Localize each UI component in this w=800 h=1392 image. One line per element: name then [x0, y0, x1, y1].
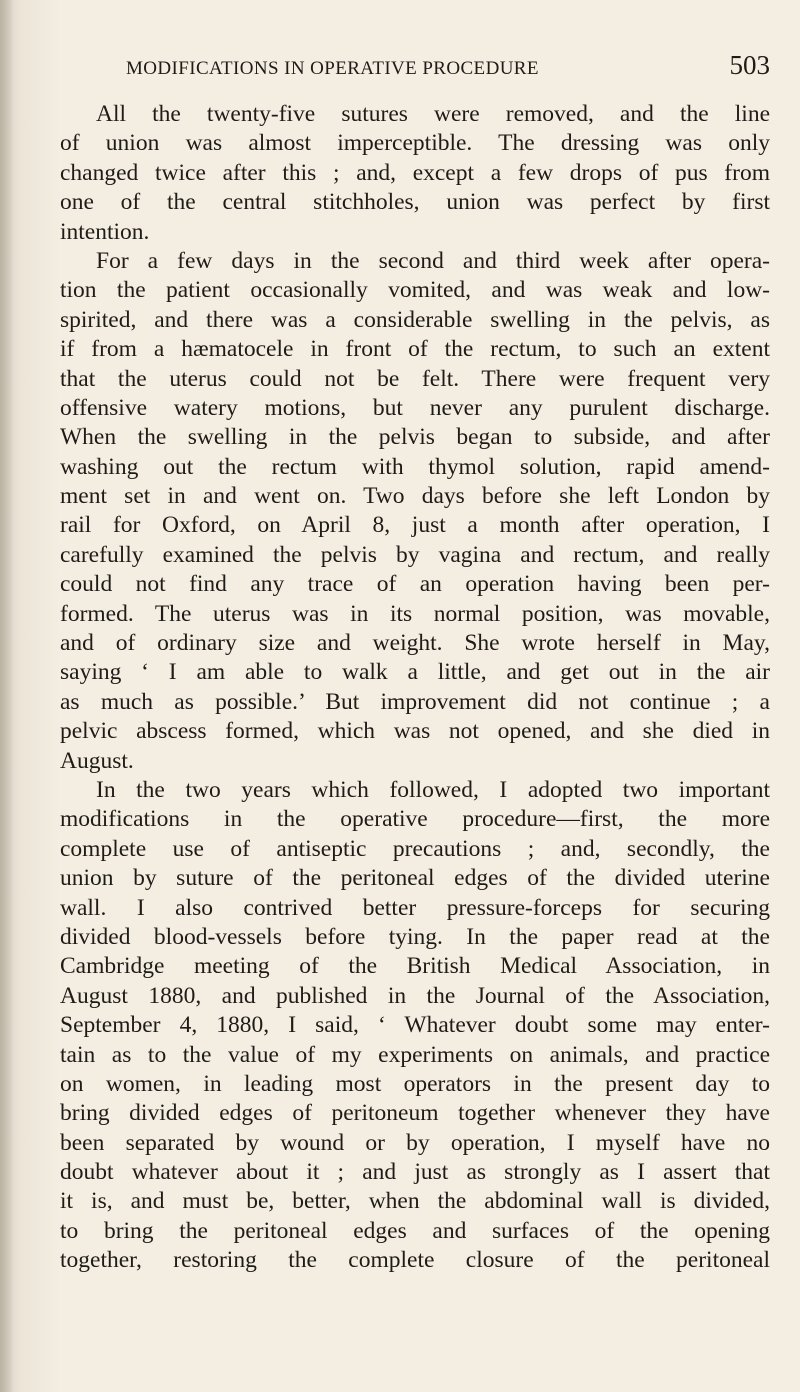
text-line: Cambridge meeting of the British Medical Association, in [60, 953, 770, 980]
page-number: 503 [729, 50, 770, 80]
text-line: on women, in leading most operators in the present day to [60, 1070, 770, 1097]
running-head [60, 48, 770, 88]
text-line: spirited, and there was a considerable swelling in the pelvis, as [60, 306, 770, 333]
text-line: washing out the rectum with thymol solution, rapid amend- [60, 453, 770, 480]
text-line: In the two years which followed, I adopted two important [96, 776, 770, 803]
text-line: August 1880, and published in the Journal of the Association, [60, 982, 770, 1009]
body-text [60, 100, 770, 1276]
text-line: tain as to the value of my experiments on animals, and practice [60, 1041, 770, 1068]
text-line: that the uterus could not be felt. There were frequent very [60, 365, 770, 392]
text-line: rail for Oxford, on April 8, just a month after operation, I [60, 512, 770, 539]
text-line: as much as possible.’ But improvement did not continue ; a [60, 688, 770, 715]
text-line: tion the patient occasionally vomited, and was weak and low- [60, 277, 770, 304]
text-line: September 4, 1880, I said, ‘ Whatever doubt some may enter- [60, 1012, 770, 1039]
text-line: formed. The uterus was in its normal position, was movable, [60, 600, 770, 627]
text-line: could not find any trace of an operation having been per- [60, 571, 770, 598]
text-line: ment set in and went on. Two days before she left London by [60, 483, 770, 510]
text-line: of union was almost imperceptible. The dressing was only [60, 130, 770, 157]
text-line: it is, and must be, better, when the abdominal wall is divided, [60, 1188, 770, 1215]
text-line: changed twice after this ; and, except a few drops of pus from [60, 159, 770, 186]
text-line: When the swelling in the pelvis began to subside, and after [60, 424, 770, 451]
text-line: union by suture of the peritoneal edges of the divided uterine [60, 865, 770, 892]
text-line: saying ‘ I am able to walk a little, and get out in the air [60, 659, 770, 686]
text-line: August. [60, 747, 134, 774]
text-line: modifications in the operative procedure—first, the more [60, 806, 770, 833]
text-line: carefully examined the pelvis by vagina and rectum, and really [60, 541, 770, 568]
text-line: wall. I also contrived better pressure-forceps for securing [60, 894, 770, 921]
running-head-title: MODIFICATIONS IN OPERATIVE PROCEDURE [126, 58, 539, 79]
text-line: doubt whatever about it ; and just as strongly as I assert that [60, 1159, 770, 1186]
text-line: All the twenty-five sutures were removed, and the line [96, 101, 770, 127]
text-line: For a few days in the second and third week after opera- [96, 247, 770, 274]
text-line: intention. [60, 218, 150, 245]
gutter-shadow [0, 0, 14, 1392]
text-line: complete use of antiseptic precautions ; and, secondly, the [60, 835, 770, 862]
text-line: if from a hæmatocele in front of the rectum, to such an extent [60, 336, 770, 363]
text-line: been separated by wound or by operation, I myself have no [60, 1129, 770, 1156]
text-line: one of the central stitchholes, union was perfect by first [60, 189, 770, 216]
text-line: pelvic abscess formed, which was not opened, and she died in [60, 718, 770, 745]
text-line: together, restoring the complete closure of the peritoneal [60, 1247, 770, 1274]
text-line: divided blood-vessels before tying. In the paper read at the [60, 923, 770, 950]
text-line: and of ordinary size and weight. She wrote herself in May, [60, 630, 770, 657]
text-line: to bring the peritoneal edges and surfaces of the opening [60, 1217, 770, 1244]
text-line: offensive watery motions, but never any purulent discharge. [60, 394, 770, 421]
text-line: bring divided edges of peritoneum together whenever they have [60, 1100, 770, 1127]
